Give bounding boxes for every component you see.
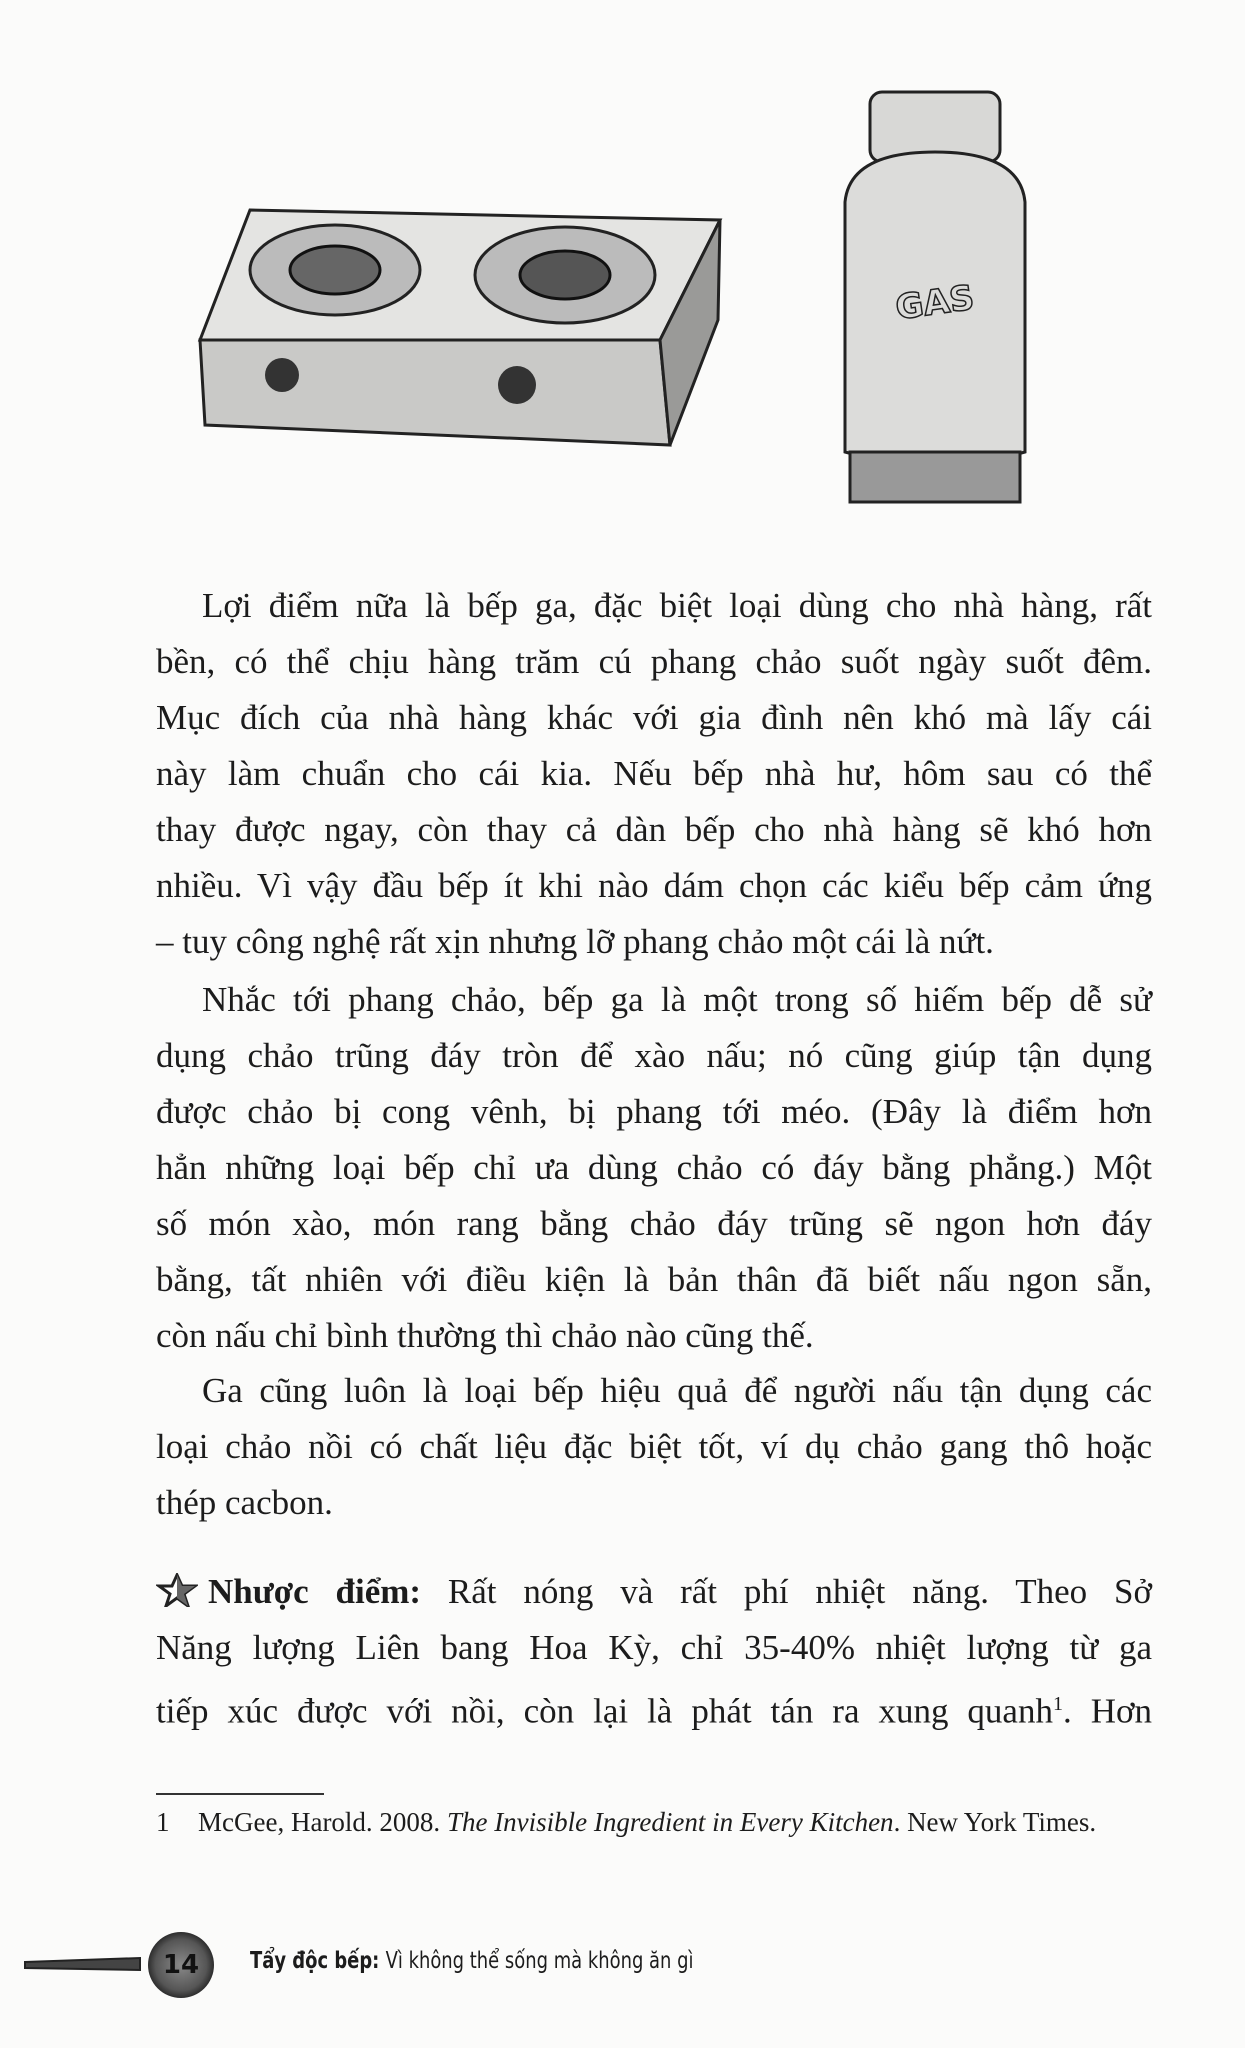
paragraph-2 xyxy=(156,972,1152,1364)
text-line xyxy=(156,1676,1152,1740)
footnote-number: 1 xyxy=(156,1807,170,1837)
text-line: còn nấu chỉ bình thường thì chảo nào cũng thế. xyxy=(156,1316,814,1355)
text-line: Ga cũng luôn là loại bếp hiệu quả để người nấu tận dụng các xyxy=(202,1371,1152,1410)
text-line: thay được ngay, còn thay cả dàn bếp cho nhà hàng sẽ khó hơn xyxy=(156,810,1152,849)
text-line: thép cacbon. xyxy=(156,1483,333,1522)
text-line xyxy=(156,1564,1152,1620)
text-line: hẳn những loại bếp chỉ ưa dùng chảo có đáy bằng phẳng.) Một xyxy=(156,1148,1152,1187)
text-line: nhiều. Vì vậy đầu bếp ít khi nào dám chọn các kiểu bếp cảm ứng xyxy=(156,866,1152,905)
text-line: bằng, tất nhiên với điều kiện là bản thân đã biết nấu ngon sẵn, xyxy=(156,1260,1152,1299)
gas-cylinder-illustration xyxy=(830,82,1040,512)
drawback-text: . Hơn xyxy=(1062,1691,1152,1731)
paragraph-3 xyxy=(156,1363,1152,1531)
book-subtitle: Vì không thể sống mà không ăn gì xyxy=(385,1948,694,1974)
book-title: Tẩy độc bếp: xyxy=(250,1948,380,1974)
footnote-ref[interactable]: 1 xyxy=(1052,1693,1063,1715)
running-title xyxy=(250,1948,694,1974)
drawback-label: Nhược điểm: xyxy=(208,1572,422,1611)
text-line: Lợi điểm nữa là bếp ga, đặc biệt loại dùng cho nhà hàng, rất xyxy=(202,586,1152,625)
footnote-author: McGee, Harold. 2008. xyxy=(198,1807,441,1837)
footnote-divider xyxy=(156,1793,324,1795)
cylinder-label: GAS xyxy=(893,277,977,329)
footnote xyxy=(156,1800,1152,1844)
text-line: – tuy công nghệ rất xịn nhưng lỡ phang chảo một cái là nứt. xyxy=(156,922,994,961)
text-line: bền, có thể chịu hàng trăm cú phang chảo suốt ngày suốt đêm. xyxy=(156,642,1152,681)
gas-stove-illustration xyxy=(190,190,730,450)
pan-icon xyxy=(20,1950,160,1980)
paragraph-1 xyxy=(156,578,1152,970)
page-footer xyxy=(20,1910,920,2020)
star-icon xyxy=(156,1573,198,1607)
text-line: Mục đích của nhà hàng khác với gia đình nên khó mà lấy cái xyxy=(156,698,1152,737)
text-line: này làm chuẩn cho cái kia. Nếu bếp nhà hư, hôm sau có thể xyxy=(156,754,1152,793)
drawback-text: Rất nóng và rất phí nhiệt năng. Theo Sở xyxy=(447,1572,1152,1611)
footnote-source: . New York Times. xyxy=(893,1807,1097,1837)
drawback-paragraph xyxy=(156,1564,1152,1740)
text-line: được chảo bị cong vênh, bị phang tới méo. (Đây là điểm hơn xyxy=(156,1092,1152,1131)
text-line: Nhắc tới phang chảo, bếp ga là một trong số hiếm bếp dễ sử xyxy=(202,980,1152,1019)
drawback-text: tiếp xúc được với nồi, còn lại là phát tán ra xung quanh xyxy=(156,1691,1053,1731)
text-line: Năng lượng Liên bang Hoa Kỳ, chỉ 35-40% nhiệt lượng từ ga xyxy=(156,1628,1152,1667)
page-number: 14 xyxy=(148,1932,214,1998)
footnote-title: The Invisible Ingredient in Every Kitchen xyxy=(446,1807,894,1837)
text-line: dụng chảo trũng đáy tròn để xào nấu; nó cũng giúp tận dụng xyxy=(156,1036,1152,1075)
text-line: loại chảo nồi có chất liệu đặc biệt tốt, ví dụ chảo gang thô hoặc xyxy=(156,1427,1152,1466)
text-line: số món xào, món rang bằng chảo đáy trũng sẽ ngon hơn đáy xyxy=(156,1204,1152,1243)
